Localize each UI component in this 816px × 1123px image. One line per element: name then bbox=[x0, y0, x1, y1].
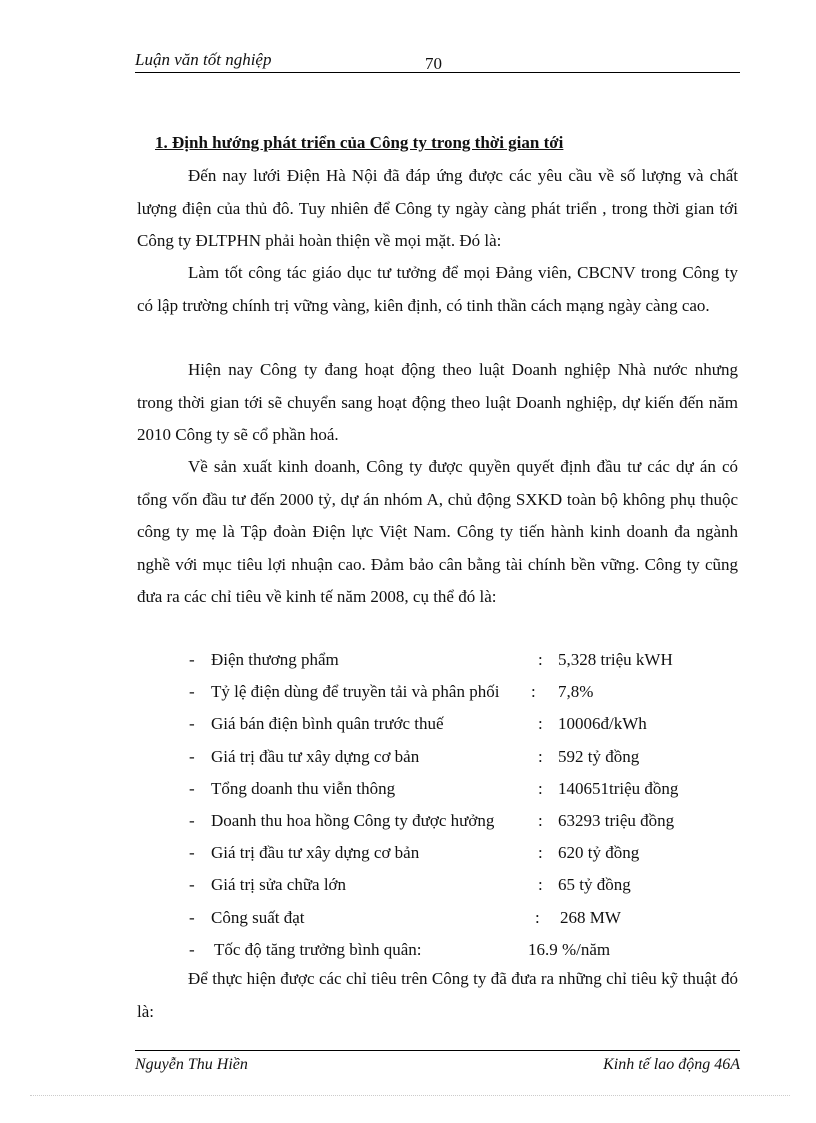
target-colon: : bbox=[538, 875, 543, 895]
economic-targets-list bbox=[185, 646, 745, 968]
list-dash: - bbox=[189, 714, 195, 734]
page-number: 70 bbox=[425, 54, 442, 73]
target-value: 268 MW bbox=[560, 907, 621, 927]
target-colon: : bbox=[538, 810, 543, 830]
target-colon: : bbox=[538, 746, 543, 766]
list-dash: - bbox=[189, 939, 195, 959]
list-dash: - bbox=[189, 746, 195, 766]
page-header bbox=[135, 50, 740, 73]
list-dash: - bbox=[189, 843, 195, 863]
target-label: Tỷ lệ điện dùng để truyền tải và phân phối bbox=[211, 682, 500, 702]
paragraph: Hiện nay Công ty đang hoạt động theo luật Doanh nghiệp Nhà nước nhưng trong thời gian tới sẽ chuyển sang hoạt động theo luật Doanh nghiệp, dự kiến đến năm 2010 Công ty sẽ cổ phần hoá. bbox=[137, 360, 738, 444]
paragraph: Để thực hiện được các chỉ tiêu trên Công ty đã đưa ra những chỉ tiêu kỹ thuật đó là: bbox=[137, 969, 738, 1021]
target-label: Tốc độ tăng trưởng bình quân: bbox=[214, 939, 422, 959]
target-value: 10006đ/kWh bbox=[558, 714, 647, 734]
target-label: Tổng doanh thu viễn thông bbox=[211, 778, 396, 798]
list-dash: - bbox=[189, 875, 195, 895]
target-value: 5,328 triệu kWH bbox=[558, 650, 673, 669]
page-footer bbox=[135, 1050, 740, 1073]
list-item bbox=[185, 871, 745, 903]
target-value: 65 tỷ đồng bbox=[558, 875, 631, 895]
list-item bbox=[185, 839, 745, 871]
list-item bbox=[185, 743, 745, 775]
target-label: Giá trị đầu tư xây dựng cơ bản bbox=[211, 746, 420, 766]
target-value: 63293 triệu đồng bbox=[558, 810, 675, 830]
paragraph: Làm tốt công tác giáo dục tư tưởng để mọi Đảng viên, CBCNV trong Công ty có lập trường chính trị vững vàng, kiên định, có tinh thần cách mạng ngày càng cao. bbox=[137, 263, 738, 315]
list-item bbox=[185, 775, 745, 807]
target-label: Điện thương phẩm bbox=[211, 650, 339, 669]
document-title: Luận văn tốt nghiệp bbox=[135, 50, 272, 69]
list-dash: - bbox=[189, 682, 195, 702]
list-item bbox=[185, 807, 745, 839]
target-value: 592 tỷ đồng bbox=[558, 746, 640, 766]
list-item bbox=[185, 646, 745, 678]
list-dash: - bbox=[189, 778, 195, 798]
target-colon: : bbox=[538, 714, 543, 734]
target-colon: : bbox=[531, 682, 536, 702]
target-value: 16.9 %/năm bbox=[528, 939, 611, 959]
target-label: Giá bán điện bình quân trước thuế bbox=[211, 714, 444, 734]
page-break-line bbox=[30, 1095, 790, 1096]
target-label: Giá trị sửa chữa lớn bbox=[211, 875, 347, 895]
list-item bbox=[185, 678, 745, 710]
target-colon: : bbox=[538, 778, 543, 798]
list-dash: - bbox=[189, 650, 195, 669]
class-name: Kinh tế lao động 46A bbox=[603, 1056, 740, 1073]
list-dash: - bbox=[189, 907, 195, 927]
list-dash: - bbox=[189, 810, 195, 830]
target-colon: : bbox=[538, 650, 543, 669]
section-heading: 1. Định hướng phát triển của Công ty trong thời gian tới bbox=[155, 133, 564, 152]
paragraph: Về sản xuất kinh doanh, Công ty được quyền quyết định đầu tư các dự án có tổng vốn đầu tư đến 2000 tỷ, dự án nhóm A, chủ động SXKD toàn bộ không phụ thuộc công ty mẹ là Tập đoàn Điện lực Việt Nam. Công ty tiến hành kinh doanh đa ngành nghề với mục tiêu lợi nhuận cao. Đảm bảo cân bằng tài chính bền vững. Công ty cũng đưa ra các chỉ tiêu về kinh tế năm 2008, cụ thể đó là: bbox=[137, 457, 738, 606]
list-item bbox=[185, 904, 745, 936]
target-colon: : bbox=[538, 843, 543, 863]
target-value: 7,8% bbox=[558, 682, 594, 702]
paragraph: Đến nay lưới Điện Hà Nội đã đáp ứng được các yêu cầu về số lượng và chất lượng điện của thủ đô. Tuy nhiên để Công ty ngày càng phát triển , trong thời gian tới Công ty ĐLTPHN phải hoàn thiện về mọi mặt. Đó là: bbox=[137, 166, 738, 250]
target-label: Doanh thu hoa hồng Công ty được hưởng bbox=[211, 810, 495, 830]
target-value: 620 tỷ đồng bbox=[558, 843, 640, 863]
author-name: Nguyễn Thu Hiền bbox=[135, 1056, 248, 1073]
target-colon: : bbox=[535, 907, 540, 927]
target-label: Giá trị đầu tư xây dựng cơ bản bbox=[211, 843, 420, 863]
target-value: 140651triệu đồng bbox=[558, 778, 679, 798]
target-label: Công suất đạt bbox=[211, 907, 305, 927]
list-item bbox=[185, 710, 745, 742]
